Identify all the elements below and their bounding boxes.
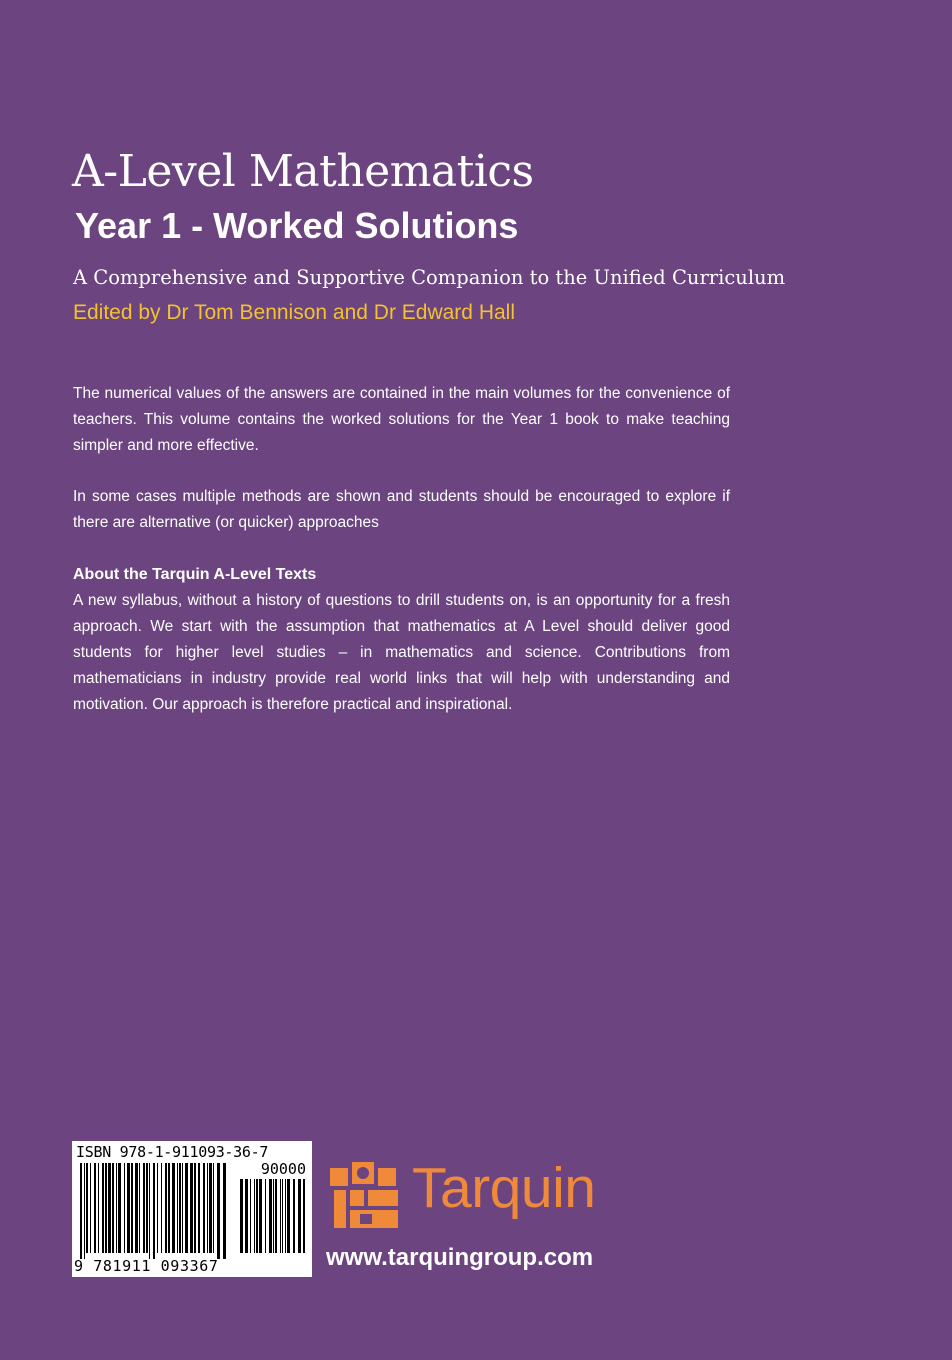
book-editors: Edited by Dr Tom Bennison and Dr Edward Hall	[73, 301, 515, 324]
barcode-digits: 9 781911 093367	[74, 1257, 219, 1275]
isbn-barcode	[72, 1141, 312, 1277]
book-title: A-Level Mathematics	[72, 146, 534, 197]
barcode-bars	[80, 1163, 236, 1259]
book-subtitle: Year 1 - Worked Solutions	[75, 205, 519, 246]
blurb-paragraph-1: The numerical values of the answers are contained in the main volumes for the convenience of teachers. This volume contains the worked solutions for the Year 1 book to make teaching simpler and more effective.	[73, 385, 730, 454]
publisher-url: www.tarquingroup.com	[326, 1244, 594, 1271]
book-tagline: A Comprehensive and Supportive Companion to the Unified Curriculum	[73, 266, 786, 289]
about-heading: About the Tarquin A-Level Texts	[73, 566, 317, 583]
tarquin-logo-icon	[330, 1160, 404, 1232]
about-text: A new syllabus, without a history of questions to drill students on, is an opportunity for a fresh approach. We start with the assumption that mathematics at A Level should deliver good students for higher level studies – in mathematics and science. Contributions from mathematicians in industry provide real world links that will help with understanding and motivation. Our approach is therefore practical and inspirational.	[73, 592, 730, 713]
price-code: 90000	[260, 1160, 306, 1178]
isbn-label: ISBN 978-1-911093-36-7	[76, 1143, 269, 1161]
barcode-addon-bars	[240, 1179, 306, 1259]
publisher-name: Tarquin	[412, 1156, 596, 1220]
blurb-paragraph-2: In some cases multiple methods are shown and students should be encouraged to explore if there are alternative (or quicker) approaches	[73, 488, 730, 531]
